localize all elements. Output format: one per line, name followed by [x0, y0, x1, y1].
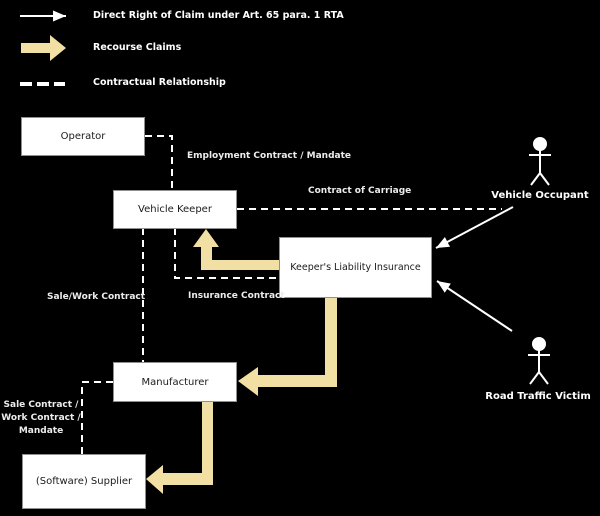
- edge-label-insurance-contract: Insurance Contract: [188, 291, 285, 301]
- legend-recourse-arrow-icon: [21, 35, 66, 61]
- edge-label-sale-work-contract: Sale/Work Contract: [47, 292, 146, 302]
- edge-label-supplier-contract-line3: Mandate: [18, 426, 64, 436]
- edge-label-supplier-contract-line1: Sale Contract /: [3, 400, 79, 410]
- edge-label-supplier-contract-line2: Work Contract /: [1, 413, 81, 423]
- edge-label-supplier-contract: [1, 399, 81, 438]
- recourse-insurance-to-vehicle-keeper-arrow: [193, 229, 279, 270]
- legend-item-direct-claim-label: Direct Right of Claim under Art. 65 para. 1 RTA: [93, 10, 344, 21]
- node-keepers-liability-insurance: Keeper's Liability Insurance: [279, 237, 432, 298]
- road-traffic-victim-figure-icon: [528, 338, 550, 384]
- node-vehicle-keeper: Vehicle Keeper: [113, 190, 237, 229]
- edge-operator-vehicle-keeper: [145, 136, 172, 190]
- claim-victim-to-insurance-arrow: [437, 281, 512, 331]
- node-operator: Operator: [21, 117, 145, 156]
- claim-occupant-to-insurance-arrow: [436, 207, 513, 248]
- recourse-insurance-to-manufacturer-arrow: [238, 298, 337, 396]
- node-vehicle-occupant-label: Vehicle Occupant: [491, 190, 589, 201]
- node-road-traffic-victim-label: Road Traffic Victim: [485, 391, 591, 402]
- edge-manufacturer-supplier: [82, 382, 113, 454]
- vehicle-occupant-figure-icon: [529, 138, 551, 185]
- edge-label-contract-of-carriage: Contract of Carriage: [308, 186, 412, 196]
- legend-item-contractual-label: Contractual Relationship: [93, 77, 226, 88]
- recourse-manufacturer-to-supplier-arrow: [146, 401, 213, 494]
- edge-label-employment-contract: Employment Contract / Mandate: [187, 151, 351, 161]
- edge-vehicle-keeper-insurance: [175, 228, 279, 278]
- node-manufacturer: Manufacturer: [113, 362, 237, 402]
- legend-item-recourse-label: Recourse Claims: [93, 42, 182, 53]
- node-software-supplier: (Software) Supplier: [22, 454, 146, 509]
